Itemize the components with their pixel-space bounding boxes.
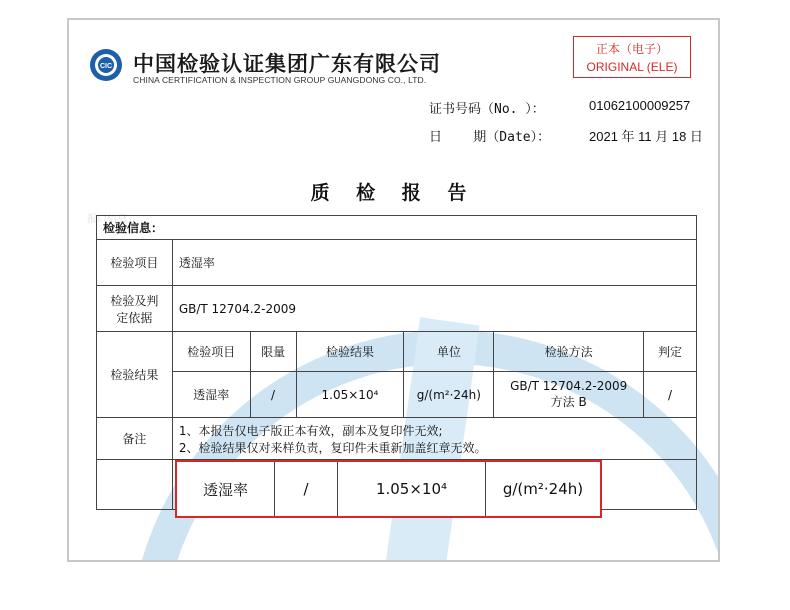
result-label: 检验结果 [97,332,173,418]
item-value: 透湿率 [172,240,696,286]
col-header-judgement: 判定 [644,332,697,372]
basis-label-line1: 检验及判 [110,293,159,308]
remark-line1: 1、本报告仅电子版正本有效，副本及复印件无效; [178,423,443,438]
company-name-cn: 中国检验认证集团广东有限公司 [133,52,441,76]
highlight-item: 透湿率 [177,462,275,516]
cell-limit: / [250,372,296,418]
report-title: 质 检 报 告 [310,182,477,204]
cell-method [494,372,644,418]
col-header-method: 检验方法 [494,332,644,372]
highlight-result-box [175,460,602,518]
basis-label [97,286,173,332]
stamp-line-cn: 正本（电子） [595,42,668,56]
date-label: 日 期（Date）： [429,130,551,145]
stamp-line-en: ORIGINAL (ELE) [586,60,678,74]
remark-label: 备注 [97,418,173,460]
faded-text: 报口信息 [87,214,127,225]
highlight-unit: g/(m²·24h) [502,480,584,498]
info-header: 检验信息： [97,216,697,240]
company-name-en: CHINA CERTIFICATION & INSPECTION GROUP GUANGDONG CO., LTD. [133,75,427,85]
highlight-limit: / [275,462,338,516]
col-header-limit: 限量 [250,332,296,372]
highlight-result: 1.05×10⁴ [338,462,486,516]
original-stamp [573,36,691,78]
cert-number-label: 证书号码（No. ）： [429,102,545,117]
item-label: 检验项目 [97,240,173,286]
remark-content [172,418,696,460]
cell-result: 1.05×10⁴ [296,372,404,418]
cell-method-line2: 方法 B [550,395,587,409]
cell-method-line1: GB/T 12704.2-2009 [510,379,628,393]
cell-judgement: / [644,372,697,418]
remark-line2: 2、检验结果仅对来样负责，复印件未重新加盖红章无效。 [178,440,487,455]
cell-item: 透湿率 [172,372,250,418]
col-header-unit: 单位 [404,332,494,372]
svg-text:CIC: CIC [99,63,113,70]
cert-number-value: 01062100009257 [589,98,691,113]
basis-value: GB/T 12704.2-2009 [172,286,696,332]
col-header-item: 检验项目 [172,332,250,372]
cell-unit: g/(m²·24h) [404,372,494,418]
col-header-result: 检验结果 [296,332,404,372]
date-value: 2021 年 11 月 18 日 [589,129,703,144]
basis-label-line2: 定依据 [116,310,153,325]
blank-cell [97,460,173,510]
cic-logo-icon [89,48,123,82]
